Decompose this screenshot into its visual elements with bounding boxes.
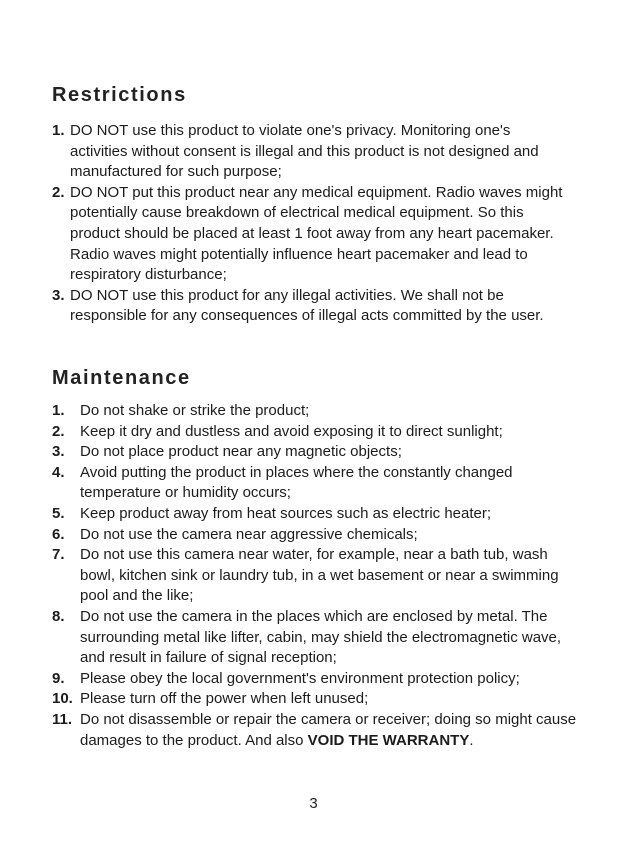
restrictions-heading: Restrictions (52, 84, 187, 106)
item-text: Do not use this camera near water, for example, near a bath tub, wash bowl, kitchen sink or laundry tub, in a wet basement or near a swimming pool and the like; (80, 546, 559, 605)
item-number: 2. (52, 183, 65, 201)
maintenance-item (52, 607, 582, 669)
item-number: 3. (52, 286, 65, 304)
maintenance-item (52, 422, 582, 443)
item-text: Avoid putting the product in places where the constantly changed temperature or humidity occurs; (80, 463, 513, 502)
item-number: 11. (52, 710, 73, 728)
item-text: DO NOT use this product for any illegal activities. We shall not be responsible for any consequences of illegal acts committed by the user. (70, 286, 544, 325)
item-number: 2. (52, 422, 65, 440)
item-text: Please turn off the power when left unused; (80, 690, 369, 708)
item-number: 6. (52, 525, 65, 543)
item-number: 5. (52, 504, 65, 522)
item-text: Do not use the camera near aggressive chemicals; (80, 525, 418, 543)
restrictions-list (52, 121, 572, 327)
item-number: 1. (52, 402, 65, 419)
item-text: Do not place product near any magnetic objects; (80, 443, 402, 461)
maintenance-item (52, 669, 582, 690)
item-text: Do not shake or strike the product; (80, 402, 310, 419)
item-text: Keep product away from heat sources such as electric heater; (80, 504, 492, 522)
restriction-item (52, 183, 572, 286)
maintenance-item (52, 710, 582, 751)
item-text: Keep it dry and dustless and avoid exposing it to direct sunlight; (80, 422, 503, 440)
maintenance-heading: Maintenance (52, 367, 191, 389)
page-number: 3 (309, 795, 318, 812)
item-text: DO NOT use this product to violate one's privacy. Monitoring one's activities without consent is illegal and this product is not designed and manufactured for such purpose; (70, 122, 539, 181)
item-text: Please obey the local government's environment protection policy; (80, 669, 520, 687)
item-number: 8. (52, 607, 65, 625)
warranty-emphasis: VOID THE WARRANTY (307, 731, 470, 749)
item-text-main: Do not disassemble or repair the camera or receiver; doing so might cause damages to the product. And also (80, 710, 577, 749)
maintenance-item (52, 689, 582, 710)
maintenance-item (52, 463, 582, 504)
item-number: 4. (52, 463, 65, 481)
restriction-item (52, 121, 572, 183)
item-text-end: . (469, 731, 474, 749)
restriction-item (52, 286, 572, 327)
item-number: 10. (52, 690, 73, 708)
item-number: 7. (52, 546, 65, 564)
item-text: DO NOT put this product near any medical equipment. Radio waves might potentially cause breakdown of electrical medical equipment. So this product should be placed at least 1 foot away from any heart pacemaker. Radio waves might potentially influence heart pacemaker and lead to respiratory disturbance; (70, 183, 563, 284)
maintenance-item (52, 545, 582, 607)
maintenance-item (52, 525, 582, 546)
item-number: 9. (52, 669, 65, 687)
maintenance-list (52, 401, 582, 751)
item-number: 3. (52, 443, 65, 461)
item-text: Do not use the camera in the places which are enclosed by metal. The surrounding metal like lifter, cabin, may shield the electromagnetic wave, and result in failure of signal reception; (80, 607, 562, 667)
maintenance-item (52, 442, 582, 463)
item-text (80, 710, 582, 751)
item-number: 1. (52, 122, 65, 139)
maintenance-item (52, 504, 582, 525)
maintenance-item (52, 401, 582, 422)
